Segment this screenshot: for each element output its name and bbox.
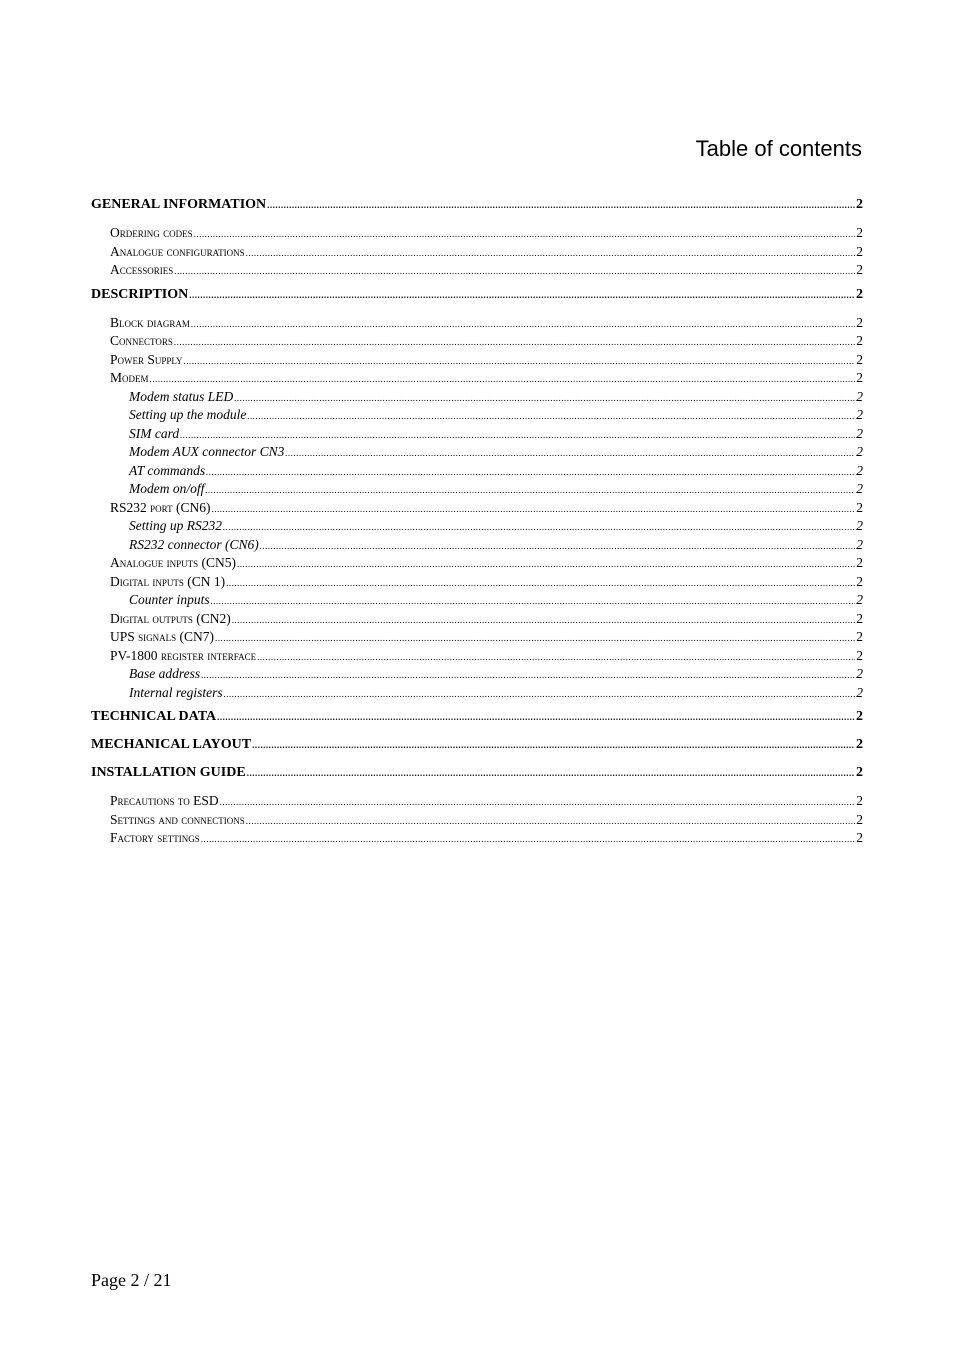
toc-entry-page: 2: [856, 225, 863, 240]
toc-entry-label: Factory settings: [110, 830, 200, 845]
toc-entry-page: 2: [856, 629, 863, 644]
toc-dot-leader: [174, 333, 855, 351]
toc-dot-leader: [260, 537, 856, 555]
toc-entry[interactable]: [91, 792, 863, 811]
toc-dot-leader: [215, 629, 855, 647]
toc-dot-leader: [206, 463, 855, 481]
toc-entry-label: Setting up RS232: [129, 518, 222, 533]
toc-entry[interactable]: [91, 811, 863, 830]
toc-entry-label: RS232 port (CN6): [110, 499, 211, 515]
toc-dot-leader: [205, 481, 855, 499]
toc-entry[interactable]: [91, 243, 863, 262]
toc-entry-label: Connectors: [110, 333, 173, 348]
toc-entry-label: SIM card: [129, 425, 180, 441]
toc-entry[interactable]: [91, 536, 863, 555]
toc-dot-leader: [267, 196, 855, 214]
toc-entry-page: 2: [856, 709, 863, 724]
toc-dot-leader: [189, 286, 855, 304]
toc-entry[interactable]: [91, 351, 863, 370]
toc-entry-label: PV-1800 register interface: [110, 647, 257, 663]
toc-dot-leader: [191, 315, 855, 333]
toc-dot-leader: [232, 611, 855, 629]
toc-entry[interactable]: [91, 462, 863, 481]
toc-entry[interactable]: [91, 314, 863, 333]
toc-entry[interactable]: [91, 554, 863, 573]
toc-entry-label: Block diagram: [110, 314, 190, 330]
toc-entry-label: MECHANICAL LAYOUT: [91, 737, 252, 752]
toc-entry-page: 2: [856, 647, 863, 663]
toc-dot-leader: [252, 736, 855, 754]
toc-entry-page: 2: [856, 793, 863, 808]
toc-entry-page: 2: [856, 462, 863, 478]
toc-dot-leader: [237, 555, 855, 573]
toc-entry-label: Base address: [129, 666, 201, 681]
toc-entry-label: Power Supply: [110, 351, 183, 367]
toc-entry-page: 2: [856, 765, 863, 780]
toc-entry-label: Settings and connections: [110, 811, 245, 827]
toc-entry-page: 2: [856, 425, 863, 441]
toc-entry[interactable]: [91, 480, 863, 499]
toc-entry-page: 2: [856, 592, 863, 607]
toc-entry[interactable]: [91, 388, 863, 407]
toc-dot-leader: [257, 648, 855, 666]
toc-entry-label: DESCRIPTION: [91, 286, 189, 302]
toc-entry-page: 2: [856, 684, 863, 700]
toc-dot-leader: [246, 244, 856, 262]
toc-dot-leader: [224, 685, 856, 703]
toc-entry-label: AT commands: [129, 462, 206, 478]
toc-entry-label: Analogue configurations: [110, 243, 245, 259]
toc-dot-leader: [184, 352, 856, 370]
page-title: Table of contents: [695, 136, 862, 161]
toc-entry-page: 2: [856, 333, 863, 348]
toc-dot-leader: [247, 764, 855, 782]
toc-entry-page: 2: [856, 811, 863, 827]
toc-entry-page: 2: [856, 351, 863, 367]
toc-entry[interactable]: [91, 261, 863, 280]
toc-entry[interactable]: [91, 829, 863, 848]
toc-entry-page: 2: [856, 388, 863, 404]
toc-entry-page: 2: [856, 444, 863, 459]
toc-entry-page: 2: [856, 666, 863, 681]
toc-dot-leader: [217, 708, 855, 726]
toc-dot-leader: [247, 407, 855, 425]
toc-entry-label: UPS signals (CN7): [110, 629, 215, 644]
toc-entry-label: Digital inputs (CN 1): [110, 573, 226, 589]
toc-dot-leader: [180, 426, 855, 444]
toc-entry[interactable]: [91, 591, 863, 610]
toc-entry[interactable]: [91, 684, 863, 703]
toc-dot-leader: [211, 592, 856, 610]
toc-dot-leader: [285, 444, 855, 462]
toc-entry-page: 2: [856, 314, 863, 330]
toc-entry-page: 2: [856, 243, 863, 259]
toc-entry-label: RS232 connector (CN6): [129, 536, 259, 552]
toc-entry-page: 2: [856, 536, 863, 552]
toc-dot-leader: [194, 225, 856, 243]
toc-entry[interactable]: [91, 736, 863, 758]
toc-entry[interactable]: [91, 224, 863, 243]
toc-entry[interactable]: [91, 628, 863, 647]
toc-entry-page: 2: [856, 499, 863, 515]
table-of-contents: [91, 196, 863, 848]
toc-entry[interactable]: [91, 647, 863, 666]
toc-dot-leader: [223, 518, 855, 536]
toc-entry[interactable]: [91, 665, 863, 684]
toc-dot-leader: [201, 830, 856, 848]
toc-entry[interactable]: [91, 406, 863, 425]
toc-dot-leader: [234, 389, 855, 407]
toc-entry-page: 2: [856, 610, 863, 626]
toc-entry-page: 2: [856, 555, 863, 570]
toc-entry-label: Ordering codes: [110, 225, 193, 240]
toc-entry-label: Modem AUX connector CN3: [129, 444, 285, 459]
toc-entry-label: INSTALLATION GUIDE: [91, 765, 246, 780]
toc-entry[interactable]: [91, 196, 863, 218]
toc-entry-label: Internal registers: [129, 684, 223, 700]
toc-entry-page: 2: [856, 481, 863, 496]
toc-entry-page: 2: [856, 518, 863, 533]
toc-entry-label: GENERAL INFORMATION: [91, 197, 267, 212]
toc-entry[interactable]: [91, 499, 863, 518]
toc-entry[interactable]: [91, 443, 863, 462]
toc-entry-page: 2: [856, 737, 863, 752]
toc-dot-leader: [220, 793, 856, 811]
toc-entry-label: Analogue inputs (CN5): [110, 555, 236, 570]
toc-entry-page: 2: [856, 286, 863, 302]
toc-entry[interactable]: [91, 764, 863, 786]
toc-entry-label: Modem on/off: [129, 481, 205, 496]
toc-entry[interactable]: [91, 708, 863, 730]
toc-entry-label: Modem status LED: [129, 388, 234, 404]
toc-entry-label: Setting up the module: [129, 407, 247, 422]
toc-entry-page: 2: [856, 197, 863, 212]
toc-entry[interactable]: [91, 425, 863, 444]
toc-dot-leader: [246, 812, 855, 830]
toc-entry-label: Accessories: [110, 262, 174, 277]
toc-entry[interactable]: [91, 610, 863, 629]
toc-entry-page: 2: [856, 573, 863, 589]
toc-entry-page: 2: [856, 407, 863, 422]
toc-entry-label: TECHNICAL DATA: [91, 709, 217, 724]
toc-dot-leader: [226, 574, 855, 592]
toc-entry-page: 2: [856, 830, 863, 845]
page-number: Page 2 / 21: [91, 1270, 172, 1290]
toc-entry[interactable]: [91, 517, 863, 536]
toc-entry[interactable]: [91, 573, 863, 592]
toc-dot-leader: [150, 370, 856, 388]
toc-entry-page: 2: [856, 262, 863, 277]
toc-entry[interactable]: [91, 369, 863, 388]
toc-dot-leader: [211, 500, 855, 518]
toc-entry-label: Precautions to ESD: [110, 793, 219, 808]
toc-entry[interactable]: [91, 332, 863, 351]
toc-dot-leader: [201, 666, 855, 684]
toc-entry-page: 2: [856, 370, 863, 385]
toc-entry-label: Counter inputs: [129, 592, 210, 607]
toc-entry-label: Modem: [110, 370, 149, 385]
toc-entry-label: Digital outputs (CN2): [110, 610, 231, 626]
toc-entry[interactable]: [91, 286, 863, 308]
toc-dot-leader: [174, 262, 855, 280]
